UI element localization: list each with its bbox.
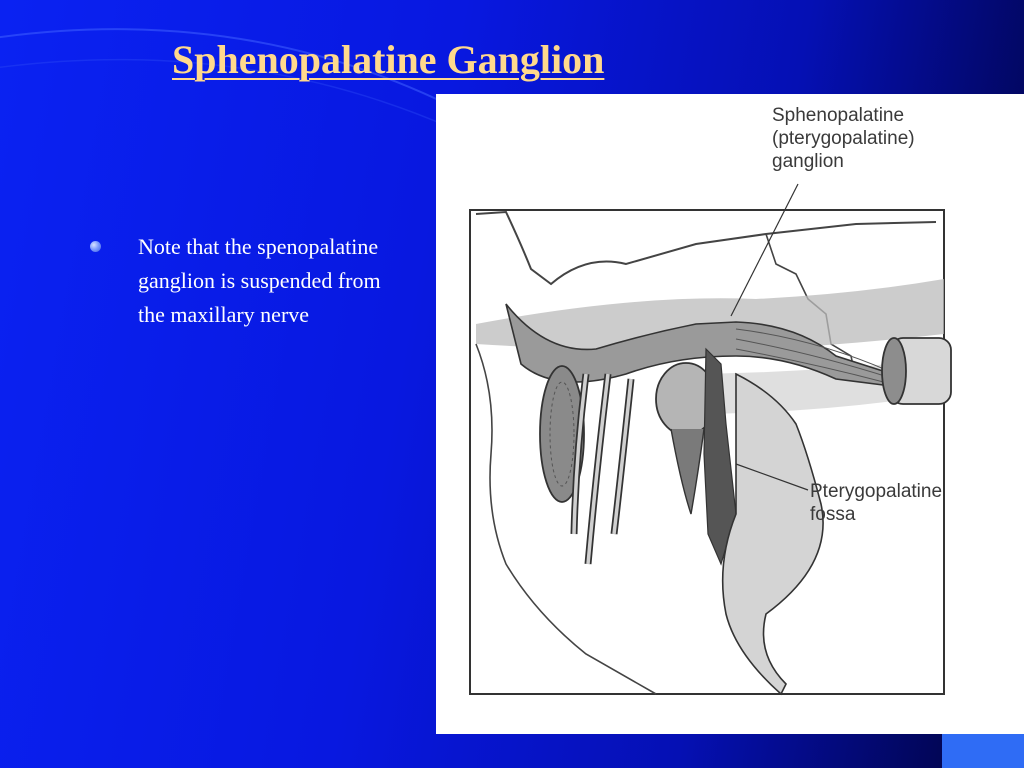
bullet-text: Note that the spenopalatine ganglion is suspended from the maxillary nerve (138, 234, 381, 327)
bullet-point-icon (90, 241, 101, 252)
ganglion-drawing (436, 94, 1024, 734)
anatomy-illustration (436, 94, 1024, 734)
label-sphenopalatine-ganglion: Sphenopalatine (pterygopalatine) ganglion (772, 105, 915, 172)
label-pterygopalatine-fossa: Pterygopalatine fossa (810, 481, 943, 525)
corner-accent-box (942, 734, 1024, 768)
footer-strip (436, 734, 942, 768)
slide-title: Sphenopalatine Ganglion (172, 37, 605, 82)
